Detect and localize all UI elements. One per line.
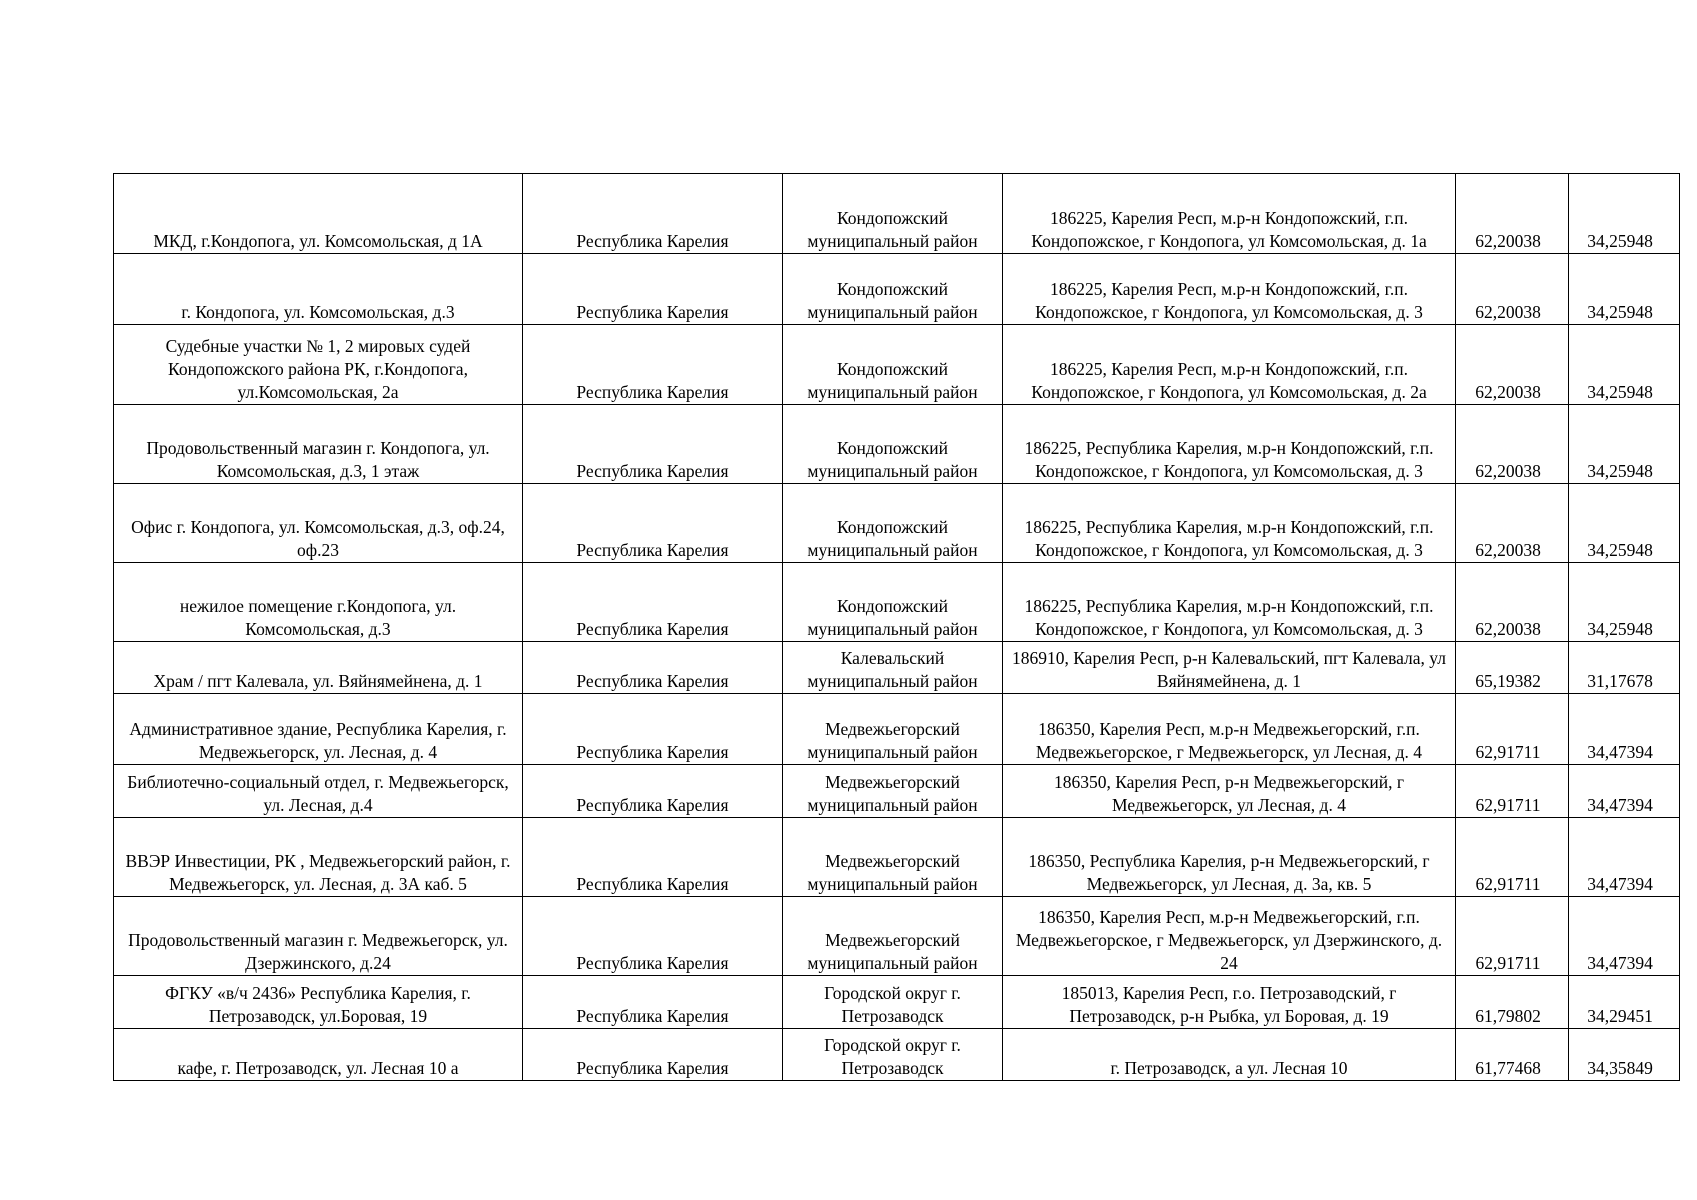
longitude-cell: 34,47394 xyxy=(1569,818,1680,897)
municipality-cell: Кондопожский муниципальный район xyxy=(783,484,1003,563)
address-cell: 186350, Республика Карелия, р-н Медвежьегорский, г Медвежьегорск, ул Лесная, д. 3а, кв. 5 xyxy=(1003,818,1456,897)
table-row xyxy=(114,694,1680,765)
address-cell: 186225, Карелия Респ, м.р-н Кондопожский, г.п. Кондопожское, г Кондопога, ул Комсомольская, д. 3 xyxy=(1003,254,1456,325)
region-cell: Республика Карелия xyxy=(523,976,783,1029)
region-cell: Республика Карелия xyxy=(523,818,783,897)
region-cell: Республика Карелия xyxy=(523,254,783,325)
table-row xyxy=(114,1029,1680,1081)
longitude-cell: 34,25948 xyxy=(1569,484,1680,563)
object-name-cell: Продовольственный магазин г. Кондопога, ул. Комсомольская, д.3, 1 этаж xyxy=(114,405,523,484)
region-cell: Республика Карелия xyxy=(523,405,783,484)
address-cell: 186910, Карелия Респ, р-н Калевальский, пгт Калевала, ул Вяйнямейнена, д. 1 xyxy=(1003,642,1456,694)
region-cell: Республика Карелия xyxy=(523,694,783,765)
latitude-cell: 62,20038 xyxy=(1456,325,1569,405)
municipality-cell: Городской округ г. Петрозаводск xyxy=(783,976,1003,1029)
region-cell: Республика Карелия xyxy=(523,174,783,254)
region-cell: Республика Карелия xyxy=(523,897,783,976)
address-cell: 186350, Карелия Респ, м.р-н Медвежьегорский, г.п. Медвежьегорское, г Медвежьегорск, ул Дзержинского, д. 24 xyxy=(1003,897,1456,976)
municipality-cell: Кондопожский муниципальный район xyxy=(783,405,1003,484)
address-cell: 186350, Карелия Респ, м.р-н Медвежьегорский, г.п. Медвежьегорское, г Медвежьегорск, ул Лесная, д. 4 xyxy=(1003,694,1456,765)
table-row xyxy=(114,976,1680,1029)
table-row xyxy=(114,174,1680,254)
latitude-cell: 62,91711 xyxy=(1456,818,1569,897)
municipality-cell: Кондопожский муниципальный район xyxy=(783,174,1003,254)
table-row xyxy=(114,325,1680,405)
latitude-cell: 62,20038 xyxy=(1456,563,1569,642)
address-cell: 186225, Республика Карелия, м.р-н Кондопожский, г.п. Кондопожское, г Кондопога, ул Комсомольская, д. 3 xyxy=(1003,405,1456,484)
municipality-cell: Калевальский муниципальный район xyxy=(783,642,1003,694)
longitude-cell: 34,25948 xyxy=(1569,405,1680,484)
longitude-cell: 34,29451 xyxy=(1569,976,1680,1029)
object-name-cell: Библиотечно-социальный отдел, г. Медвежьегорск, ул. Лесная, д.4 xyxy=(114,765,523,818)
latitude-cell: 61,79802 xyxy=(1456,976,1569,1029)
longitude-cell: 34,47394 xyxy=(1569,694,1680,765)
region-cell: Республика Карелия xyxy=(523,325,783,405)
object-name-cell: Административное здание, Республика Карелия, г. Медвежьегорск, ул. Лесная, д. 4 xyxy=(114,694,523,765)
address-cell: 186350, Карелия Респ, р-н Медвежьегорский, г Медвежьегорск, ул Лесная, д. 4 xyxy=(1003,765,1456,818)
region-cell: Республика Карелия xyxy=(523,484,783,563)
longitude-cell: 34,25948 xyxy=(1569,174,1680,254)
latitude-cell: 62,91711 xyxy=(1456,765,1569,818)
latitude-cell: 62,20038 xyxy=(1456,484,1569,563)
municipality-cell: Кондопожский муниципальный район xyxy=(783,254,1003,325)
table-row xyxy=(114,765,1680,818)
table-row xyxy=(114,897,1680,976)
table-row xyxy=(114,563,1680,642)
object-name-cell: Храм / пгт Калевала, ул. Вяйнямейнена, д. 1 xyxy=(114,642,523,694)
longitude-cell: 31,17678 xyxy=(1569,642,1680,694)
latitude-cell: 62,91711 xyxy=(1456,694,1569,765)
municipality-cell: Медвежьегорский муниципальный район xyxy=(783,897,1003,976)
table-row xyxy=(114,642,1680,694)
municipality-cell: Медвежьегорский муниципальный район xyxy=(783,765,1003,818)
object-name-cell: Судебные участки № 1, 2 мировых судей Кондопожского района РК, г.Кондопога, ул.Комсомольская, 2а xyxy=(114,325,523,405)
object-name-cell: МКД, г.Кондопога, ул. Комсомольская, д 1А xyxy=(114,174,523,254)
longitude-cell: 34,35849 xyxy=(1569,1029,1680,1081)
locations-table xyxy=(113,173,1680,1081)
latitude-cell: 62,20038 xyxy=(1456,174,1569,254)
address-cell: 186225, Республика Карелия, м.р-н Кондопожский, г.п. Кондопожское, г Кондопога, ул Комсомольская, д. 3 xyxy=(1003,563,1456,642)
region-cell: Республика Карелия xyxy=(523,642,783,694)
longitude-cell: 34,47394 xyxy=(1569,765,1680,818)
region-cell: Республика Карелия xyxy=(523,563,783,642)
latitude-cell: 62,20038 xyxy=(1456,405,1569,484)
latitude-cell: 62,20038 xyxy=(1456,254,1569,325)
table-row xyxy=(114,484,1680,563)
municipality-cell: Кондопожский муниципальный район xyxy=(783,563,1003,642)
address-cell: г. Петрозаводск, а ул. Лесная 10 xyxy=(1003,1029,1456,1081)
table-row xyxy=(114,254,1680,325)
table-row xyxy=(114,818,1680,897)
object-name-cell: Продовольственный магазин г. Медвежьегорск, ул. Дзержинского, д.24 xyxy=(114,897,523,976)
municipality-cell: Кондопожский муниципальный район xyxy=(783,325,1003,405)
latitude-cell: 61,77468 xyxy=(1456,1029,1569,1081)
latitude-cell: 65,19382 xyxy=(1456,642,1569,694)
table-body xyxy=(114,174,1680,1081)
region-cell: Республика Карелия xyxy=(523,1029,783,1081)
document-page xyxy=(113,173,1679,1081)
longitude-cell: 34,25948 xyxy=(1569,563,1680,642)
object-name-cell: Офис г. Кондопога, ул. Комсомольская, д.3, оф.24, оф.23 xyxy=(114,484,523,563)
object-name-cell: нежилое помещение г.Кондопога, ул. Комсомольская, д.3 xyxy=(114,563,523,642)
region-cell: Республика Карелия xyxy=(523,765,783,818)
object-name-cell: ФГКУ «в/ч 2436» Республика Карелия, г. Петрозаводск, ул.Боровая, 19 xyxy=(114,976,523,1029)
address-cell: 185013, Карелия Респ, г.о. Петрозаводский, г Петрозаводск, р-н Рыбка, ул Боровая, д. 19 xyxy=(1003,976,1456,1029)
municipality-cell: Городской округ г. Петрозаводск xyxy=(783,1029,1003,1081)
object-name-cell: ВВЭР Инвестиции, РК , Медвежьегорский район, г. Медвежьегорск, ул. Лесная, д. 3А каб. 5 xyxy=(114,818,523,897)
object-name-cell: г. Кондопога, ул. Комсомольская, д.3 xyxy=(114,254,523,325)
object-name-cell: кафе, г. Петрозаводск, ул. Лесная 10 а xyxy=(114,1029,523,1081)
municipality-cell: Медвежьегорский муниципальный район xyxy=(783,818,1003,897)
longitude-cell: 34,47394 xyxy=(1569,897,1680,976)
latitude-cell: 62,91711 xyxy=(1456,897,1569,976)
longitude-cell: 34,25948 xyxy=(1569,254,1680,325)
municipality-cell: Медвежьегорский муниципальный район xyxy=(783,694,1003,765)
address-cell: 186225, Республика Карелия, м.р-н Кондопожский, г.п. Кондопожское, г Кондопога, ул Комсомольская, д. 3 xyxy=(1003,484,1456,563)
table-row xyxy=(114,405,1680,484)
longitude-cell: 34,25948 xyxy=(1569,325,1680,405)
address-cell: 186225, Карелия Респ, м.р-н Кондопожский, г.п. Кондопожское, г Кондопога, ул Комсомольская, д. 2а xyxy=(1003,325,1456,405)
address-cell: 186225, Карелия Респ, м.р-н Кондопожский, г.п. Кондопожское, г Кондопога, ул Комсомольская, д. 1а xyxy=(1003,174,1456,254)
